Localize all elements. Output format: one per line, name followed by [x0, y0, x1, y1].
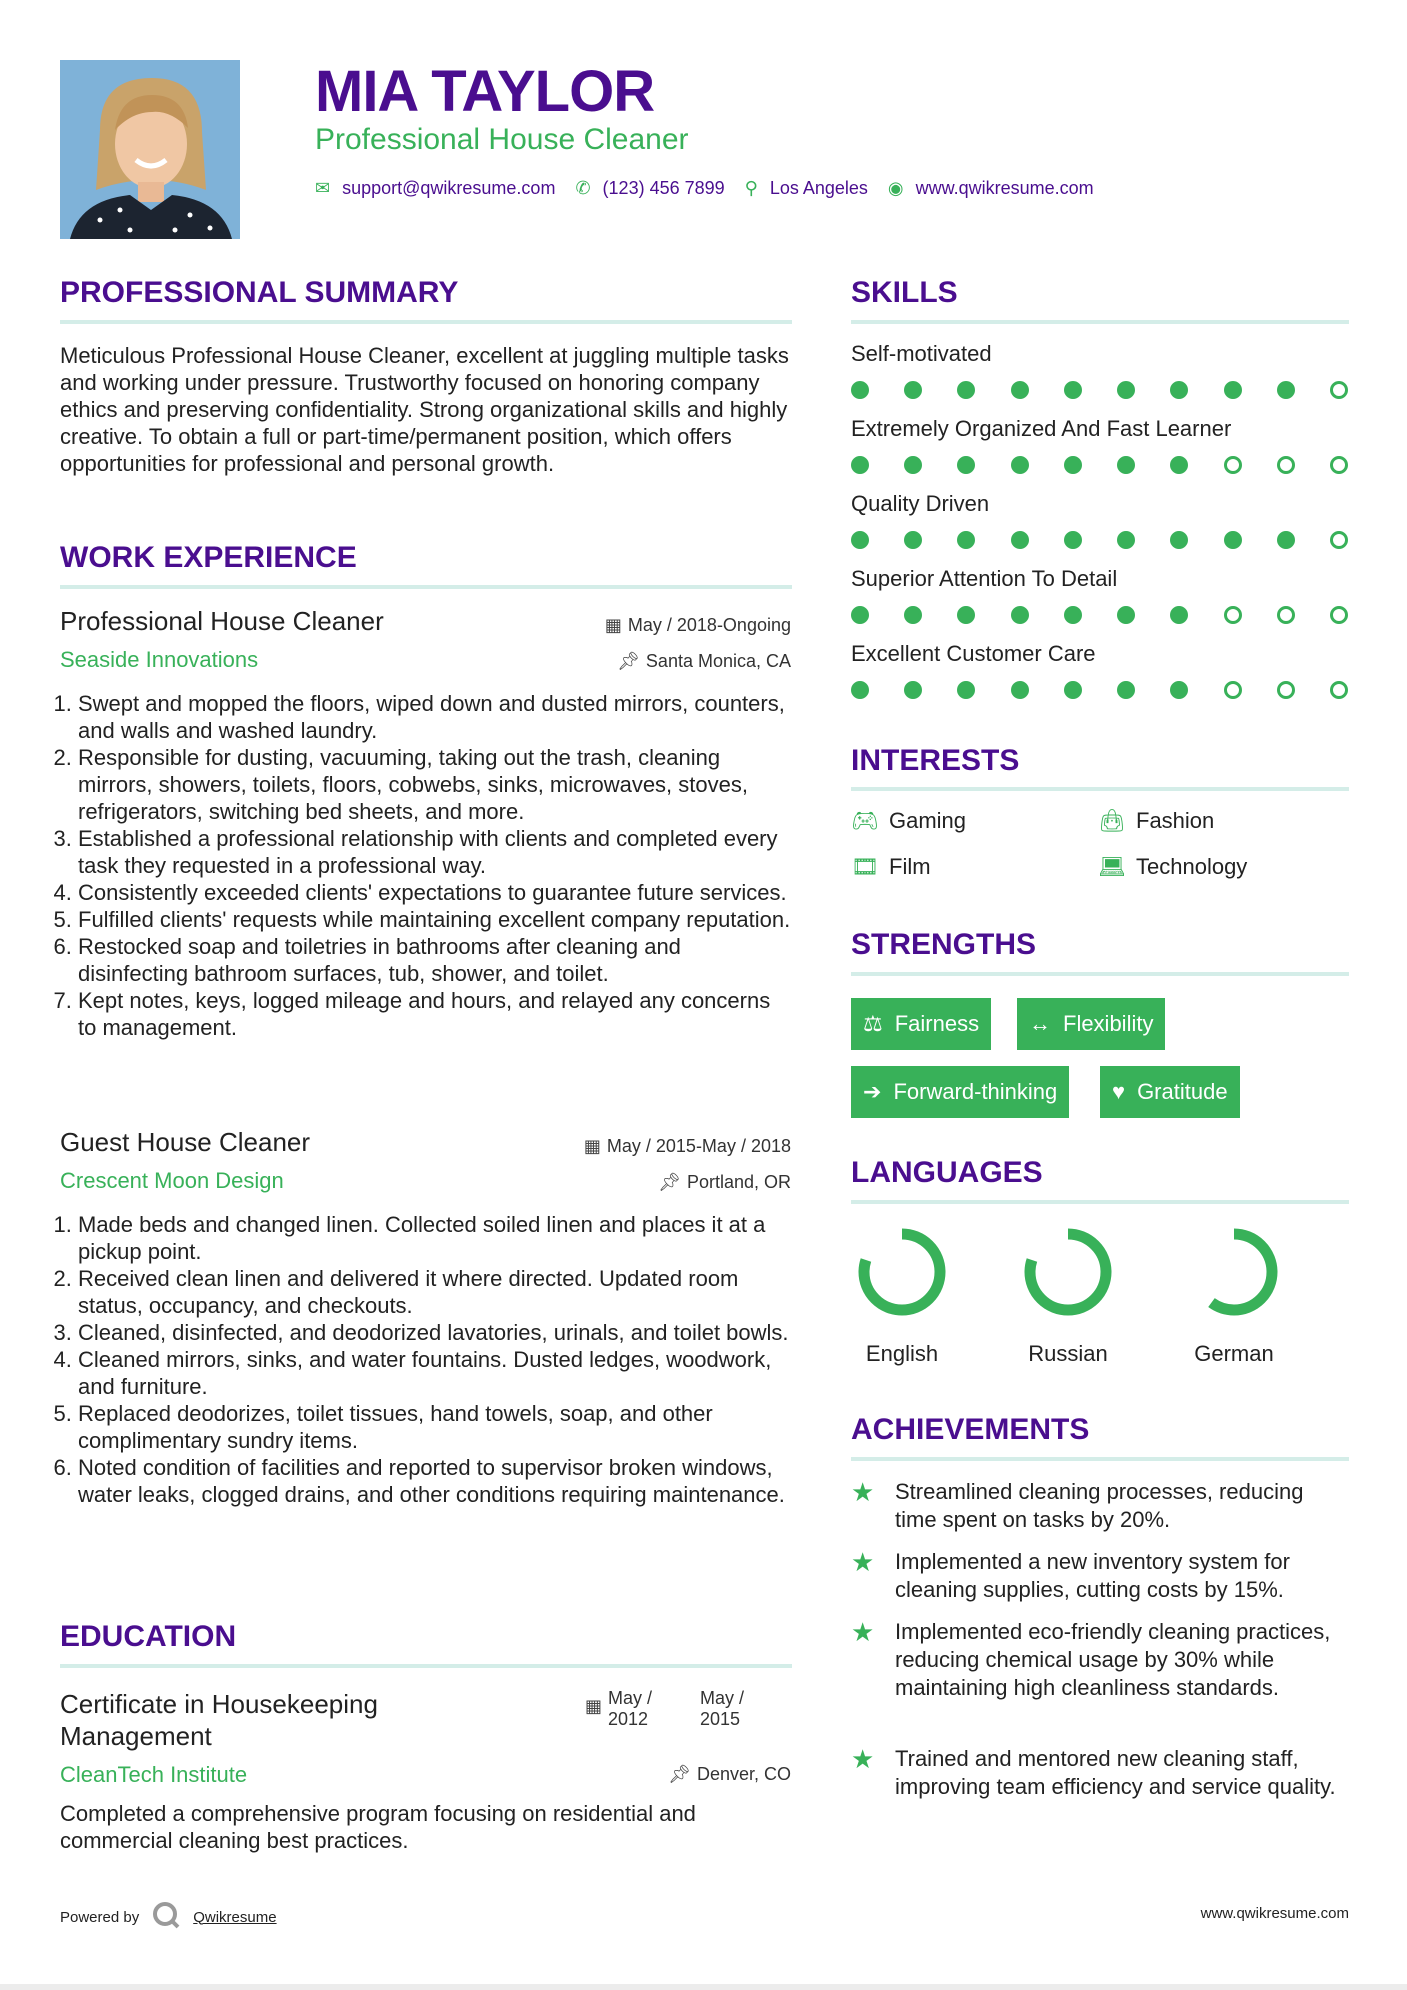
achievement-item: [851, 1618, 1349, 1702]
rating-dot-filled: [1170, 606, 1188, 624]
list-item: 4. Cleaned mirrors, sinks, and water fountains. Dusted ledges, woodwork, and furniture.: [78, 1346, 792, 1400]
achievement-text: Implemented a new inventory system for cleaning supplies, cutting costs by 15%.: [895, 1549, 1290, 1602]
rating-dot-filled: [1117, 381, 1135, 399]
rating-dot-empty: [1330, 606, 1348, 624]
achievement-text: Implemented eco-friendly cleaning practices, reducing chemical usage by 30% while maintaining high cleanliness standards.: [895, 1619, 1331, 1700]
shopping-bag-icon: 👜︎: [1098, 808, 1126, 833]
list-item: 1. Made beds and changed linen. Collected soiled linen and places it at a pickup point.: [78, 1211, 792, 1265]
contact-website[interactable]: www.qwikresume.com: [915, 178, 1094, 198]
rating-dot-filled: [1224, 381, 1242, 399]
job-responsibilities: [60, 1211, 792, 1508]
candidate-name: MIA TAYLOR: [315, 59, 655, 124]
contact-email[interactable]: support@qwikresume.com: [342, 178, 556, 198]
rating-dot-filled: [904, 606, 922, 624]
list-item: 5. Fulfilled clients' requests while maintaining excellent company reputation.: [78, 906, 792, 933]
rating-dot-filled: [1064, 381, 1082, 399]
rating-dot-filled: [957, 606, 975, 624]
languages-divider: [851, 1200, 1349, 1204]
experience-divider: [60, 585, 792, 589]
interest-item-film: 🎞︎ Film: [851, 854, 931, 879]
job-location: 📌︎ Santa Monica, CA: [617, 651, 791, 671]
strength-tag-fairness: ⚖ Fairness: [851, 998, 991, 1050]
globe-icon: ◉: [887, 178, 904, 198]
achievement-item: [851, 1478, 1349, 1534]
interests-heading: INTERESTS: [851, 744, 1020, 777]
job-company: Crescent Moon Design: [60, 1168, 284, 1193]
strength-tag-gratitude: ♥ Gratitude: [1100, 1066, 1240, 1118]
list-item: 1. Swept and mopped the floors, wiped down and dusted mirrors, counters, and walls and washed laundry.: [78, 690, 792, 744]
rating-dot-filled: [1064, 531, 1082, 549]
qwikresume-link[interactable]: Qwikresume: [193, 1908, 277, 1926]
rating-dot-filled: [904, 456, 922, 474]
rating-dot-filled: [1117, 681, 1135, 699]
rating-dot-filled: [851, 456, 869, 474]
rating-dot-filled: [1170, 381, 1188, 399]
rating-dot-filled: [957, 681, 975, 699]
language-name: English: [865, 1341, 939, 1366]
list-item: 4. Consistently exceeded clients' expectations to guarantee future services.: [78, 879, 792, 906]
rating-dot-filled: [1011, 606, 1029, 624]
profile-photo: [60, 60, 240, 239]
balance-scale-icon: ⚖: [863, 1011, 883, 1036]
calendar-icon: ▦: [604, 615, 622, 635]
skill-rating: [851, 456, 1348, 474]
interest-item-gaming: 🎮︎ Gaming: [851, 808, 967, 833]
job-responsibilities: [60, 690, 792, 1041]
rating-dot-empty: [1277, 681, 1295, 699]
rating-dot-empty: [1224, 456, 1242, 474]
education-location: 📌︎ Denver, CO: [668, 1764, 791, 1784]
language-item: [1174, 1226, 1294, 1367]
heart-icon: ♥: [1112, 1079, 1126, 1104]
skill-rating: [851, 381, 1348, 399]
calendar-icon: ▦: [583, 1136, 601, 1156]
education-dates: ▦ May / 2012 May / 2015: [585, 1688, 745, 1729]
rating-dot-filled: [851, 531, 869, 549]
interest-item-technology: 💻︎ Technology: [1098, 854, 1248, 879]
rating-dot-filled: [851, 681, 869, 699]
footer-powered-by: [60, 1900, 277, 1934]
education-degree: Certificate in Housekeeping Management: [60, 1689, 378, 1751]
language-progress-ring: [1022, 1226, 1114, 1318]
rating-dot-filled: [1011, 531, 1029, 549]
rating-dot-filled: [1170, 456, 1188, 474]
skill-rating: [851, 531, 1348, 549]
rating-dot-filled: [1224, 531, 1242, 549]
job-title: Professional House Cleaner: [60, 606, 384, 636]
rating-dot-empty: [1330, 681, 1348, 699]
skill-name: Self-motivated: [851, 341, 992, 366]
pin-icon: 📌︎: [668, 1764, 691, 1784]
star-icon: ★: [851, 1617, 875, 1647]
strength-tag-forward-thinking: ➔ Forward-thinking: [851, 1066, 1069, 1118]
list-item: 2. Responsible for dusting, vacuuming, taking out the trash, cleaning mirrors, showers, toilets, floors, cobwebs, sinks, microwaves, stoves, refrigerators, switching bed sheets, and more.: [78, 744, 792, 825]
interest-item-fashion: 👜︎ Fashion: [1098, 808, 1215, 833]
strength-tag-flexibility: ↔ Flexibility: [1017, 998, 1165, 1050]
summary-heading: PROFESSIONAL SUMMARY: [60, 276, 459, 309]
rating-dot-empty: [1277, 606, 1295, 624]
envelope-icon: ✉: [315, 178, 331, 198]
star-icon: ★: [851, 1477, 875, 1507]
rating-dot-filled: [1117, 606, 1135, 624]
list-item: 6. Restocked soap and toiletries in bathrooms after cleaning and disinfecting bathroom surfaces, tub, shower, and toilet.: [78, 933, 792, 987]
languages-heading: LANGUAGES: [851, 1156, 1043, 1189]
list-item: 3. Established a professional relationship with clients and completed every task they requested in a professional way.: [78, 825, 792, 879]
skill-name: Extremely Organized And Fast Learner: [851, 416, 1232, 441]
language-item: [842, 1226, 962, 1367]
rating-dot-empty: [1330, 456, 1348, 474]
education-description: Completed a comprehensive program focusing on residential and commercial cleaning best practices.: [60, 1801, 696, 1853]
achievements-divider: [851, 1457, 1349, 1461]
job-dates: ▦ May / 2018-Ongoing: [604, 615, 791, 635]
rating-dot-filled: [1117, 531, 1135, 549]
list-item: 6. Noted condition of facilities and reported to supervisor broken windows, water leaks, clogged drains, and other conditions requiring maintenance.: [78, 1454, 792, 1508]
rating-dot-filled: [1064, 681, 1082, 699]
rating-dot-filled: [1277, 381, 1295, 399]
skill-rating: [851, 681, 1348, 699]
gamepad-icon: 🎮︎: [851, 808, 879, 833]
rating-dot-filled: [1170, 681, 1188, 699]
rating-dot-filled: [1011, 681, 1029, 699]
education-school: CleanTech Institute: [60, 1762, 248, 1787]
job-dates: ▦ May / 2015-May / 2018: [583, 1136, 791, 1156]
rating-dot-filled: [1117, 456, 1135, 474]
rating-dot-filled: [1170, 531, 1188, 549]
rating-dot-filled: [957, 381, 975, 399]
list-item: 5. Replaced deodorizes, toilet tissues, hand towels, soap, and other complimentary sundry items.: [78, 1400, 792, 1454]
language-item: [1008, 1226, 1128, 1367]
list-item: 3. Cleaned, disinfected, and deodorized lavatories, urinals, and toilet bowls.: [78, 1319, 792, 1346]
summary-text: Meticulous Professional House Cleaner, excellent at juggling multiple tasks and working under pressure. Trustworthy focused on honoring company ethics and preserving confidentiality. Strong organizational skills and highly creative. To obtain a full or part-time/permanent position, which offers opportunities for professional and personal growth.: [60, 343, 789, 476]
star-icon: ★: [851, 1547, 875, 1577]
summary-divider: [60, 320, 792, 324]
list-item: 7. Kept notes, keys, logged mileage and hours, and relayed any concerns to management.: [78, 987, 792, 1041]
rating-dot-empty: [1224, 606, 1242, 624]
map-marker-icon: ⚲: [744, 178, 758, 198]
job-title: Guest House Cleaner: [60, 1127, 311, 1157]
interests-divider: [851, 787, 1349, 791]
rating-dot-filled: [1064, 606, 1082, 624]
list-item: 2. Received clean linen and delivered it where directed. Updated room status, occupancy, and checkouts.: [78, 1265, 792, 1319]
education-heading: EDUCATION: [60, 1620, 237, 1653]
contact-phone[interactable]: (123) 456 7899: [602, 178, 725, 198]
rating-dot-filled: [904, 381, 922, 399]
skill-name: Superior Attention To Detail: [851, 566, 1118, 591]
skills-divider: [851, 320, 1349, 324]
achievements-heading: ACHIEVEMENTS: [851, 1413, 1090, 1446]
pin-icon: 📌︎: [658, 1172, 681, 1192]
rating-dot-filled: [851, 606, 869, 624]
bottom-bar: [0, 1984, 1407, 1990]
skills-heading: SKILLS: [851, 276, 958, 309]
powered-by-label: Powered by: [60, 1908, 140, 1926]
rating-dot-filled: [1011, 381, 1029, 399]
pin-icon: 📌︎: [617, 651, 640, 671]
phone-icon: ✆: [575, 178, 591, 198]
star-icon: ★: [851, 1744, 875, 1774]
laptop-icon: 💻︎: [1098, 854, 1126, 879]
rating-dot-empty: [1330, 381, 1348, 399]
film-icon: 🎞︎: [851, 854, 879, 879]
language-name: Russian: [1028, 1341, 1108, 1366]
rating-dot-filled: [1064, 456, 1082, 474]
rating-dot-filled: [1011, 456, 1029, 474]
experience-heading: WORK EXPERIENCE: [60, 541, 357, 574]
achievement-item: [851, 1548, 1349, 1604]
rating-dot-filled: [904, 531, 922, 549]
skill-name: Quality Driven: [851, 491, 990, 516]
candidate-title: Professional House Cleaner: [315, 123, 689, 156]
job-location: 📌︎ Portland, OR: [658, 1172, 791, 1192]
job-company: Seaside Innovations: [60, 647, 259, 672]
rating-dot-filled: [1277, 531, 1295, 549]
achievement-text: Streamlined cleaning processes, reducing time spent on tasks by 20%.: [895, 1479, 1304, 1532]
rating-dot-empty: [1277, 456, 1295, 474]
arrow-right-icon: ➔: [863, 1079, 882, 1104]
education-divider: [60, 1664, 792, 1668]
calendar-icon: ▦: [585, 1696, 603, 1716]
strengths-heading: STRENGTHS: [851, 928, 1037, 961]
rating-dot-filled: [851, 381, 869, 399]
skill-rating: [851, 606, 1348, 624]
rating-dot-filled: [904, 681, 922, 699]
rating-dot-filled: [957, 456, 975, 474]
footer-website[interactable]: www.qwikresume.com: [1200, 1905, 1349, 1922]
strengths-divider: [851, 972, 1349, 976]
rating-dot-empty: [1224, 681, 1242, 699]
language-progress-ring: [856, 1226, 948, 1318]
skill-name: Excellent Customer Care: [851, 641, 1096, 666]
qwikresume-logo-icon: [151, 1900, 181, 1934]
rating-dot-empty: [1330, 531, 1348, 549]
achievement-item: [851, 1745, 1349, 1801]
contact-location: Los Angeles: [769, 178, 868, 198]
contact-bar: [315, 178, 1114, 199]
arrows-horizontal-icon: ↔: [1029, 1011, 1051, 1036]
achievement-text: Trained and mentored new cleaning staff, improving team efficiency and service quality.: [895, 1746, 1336, 1799]
language-name: German: [1194, 1341, 1274, 1366]
language-progress-ring: [1188, 1226, 1280, 1318]
rating-dot-filled: [957, 531, 975, 549]
